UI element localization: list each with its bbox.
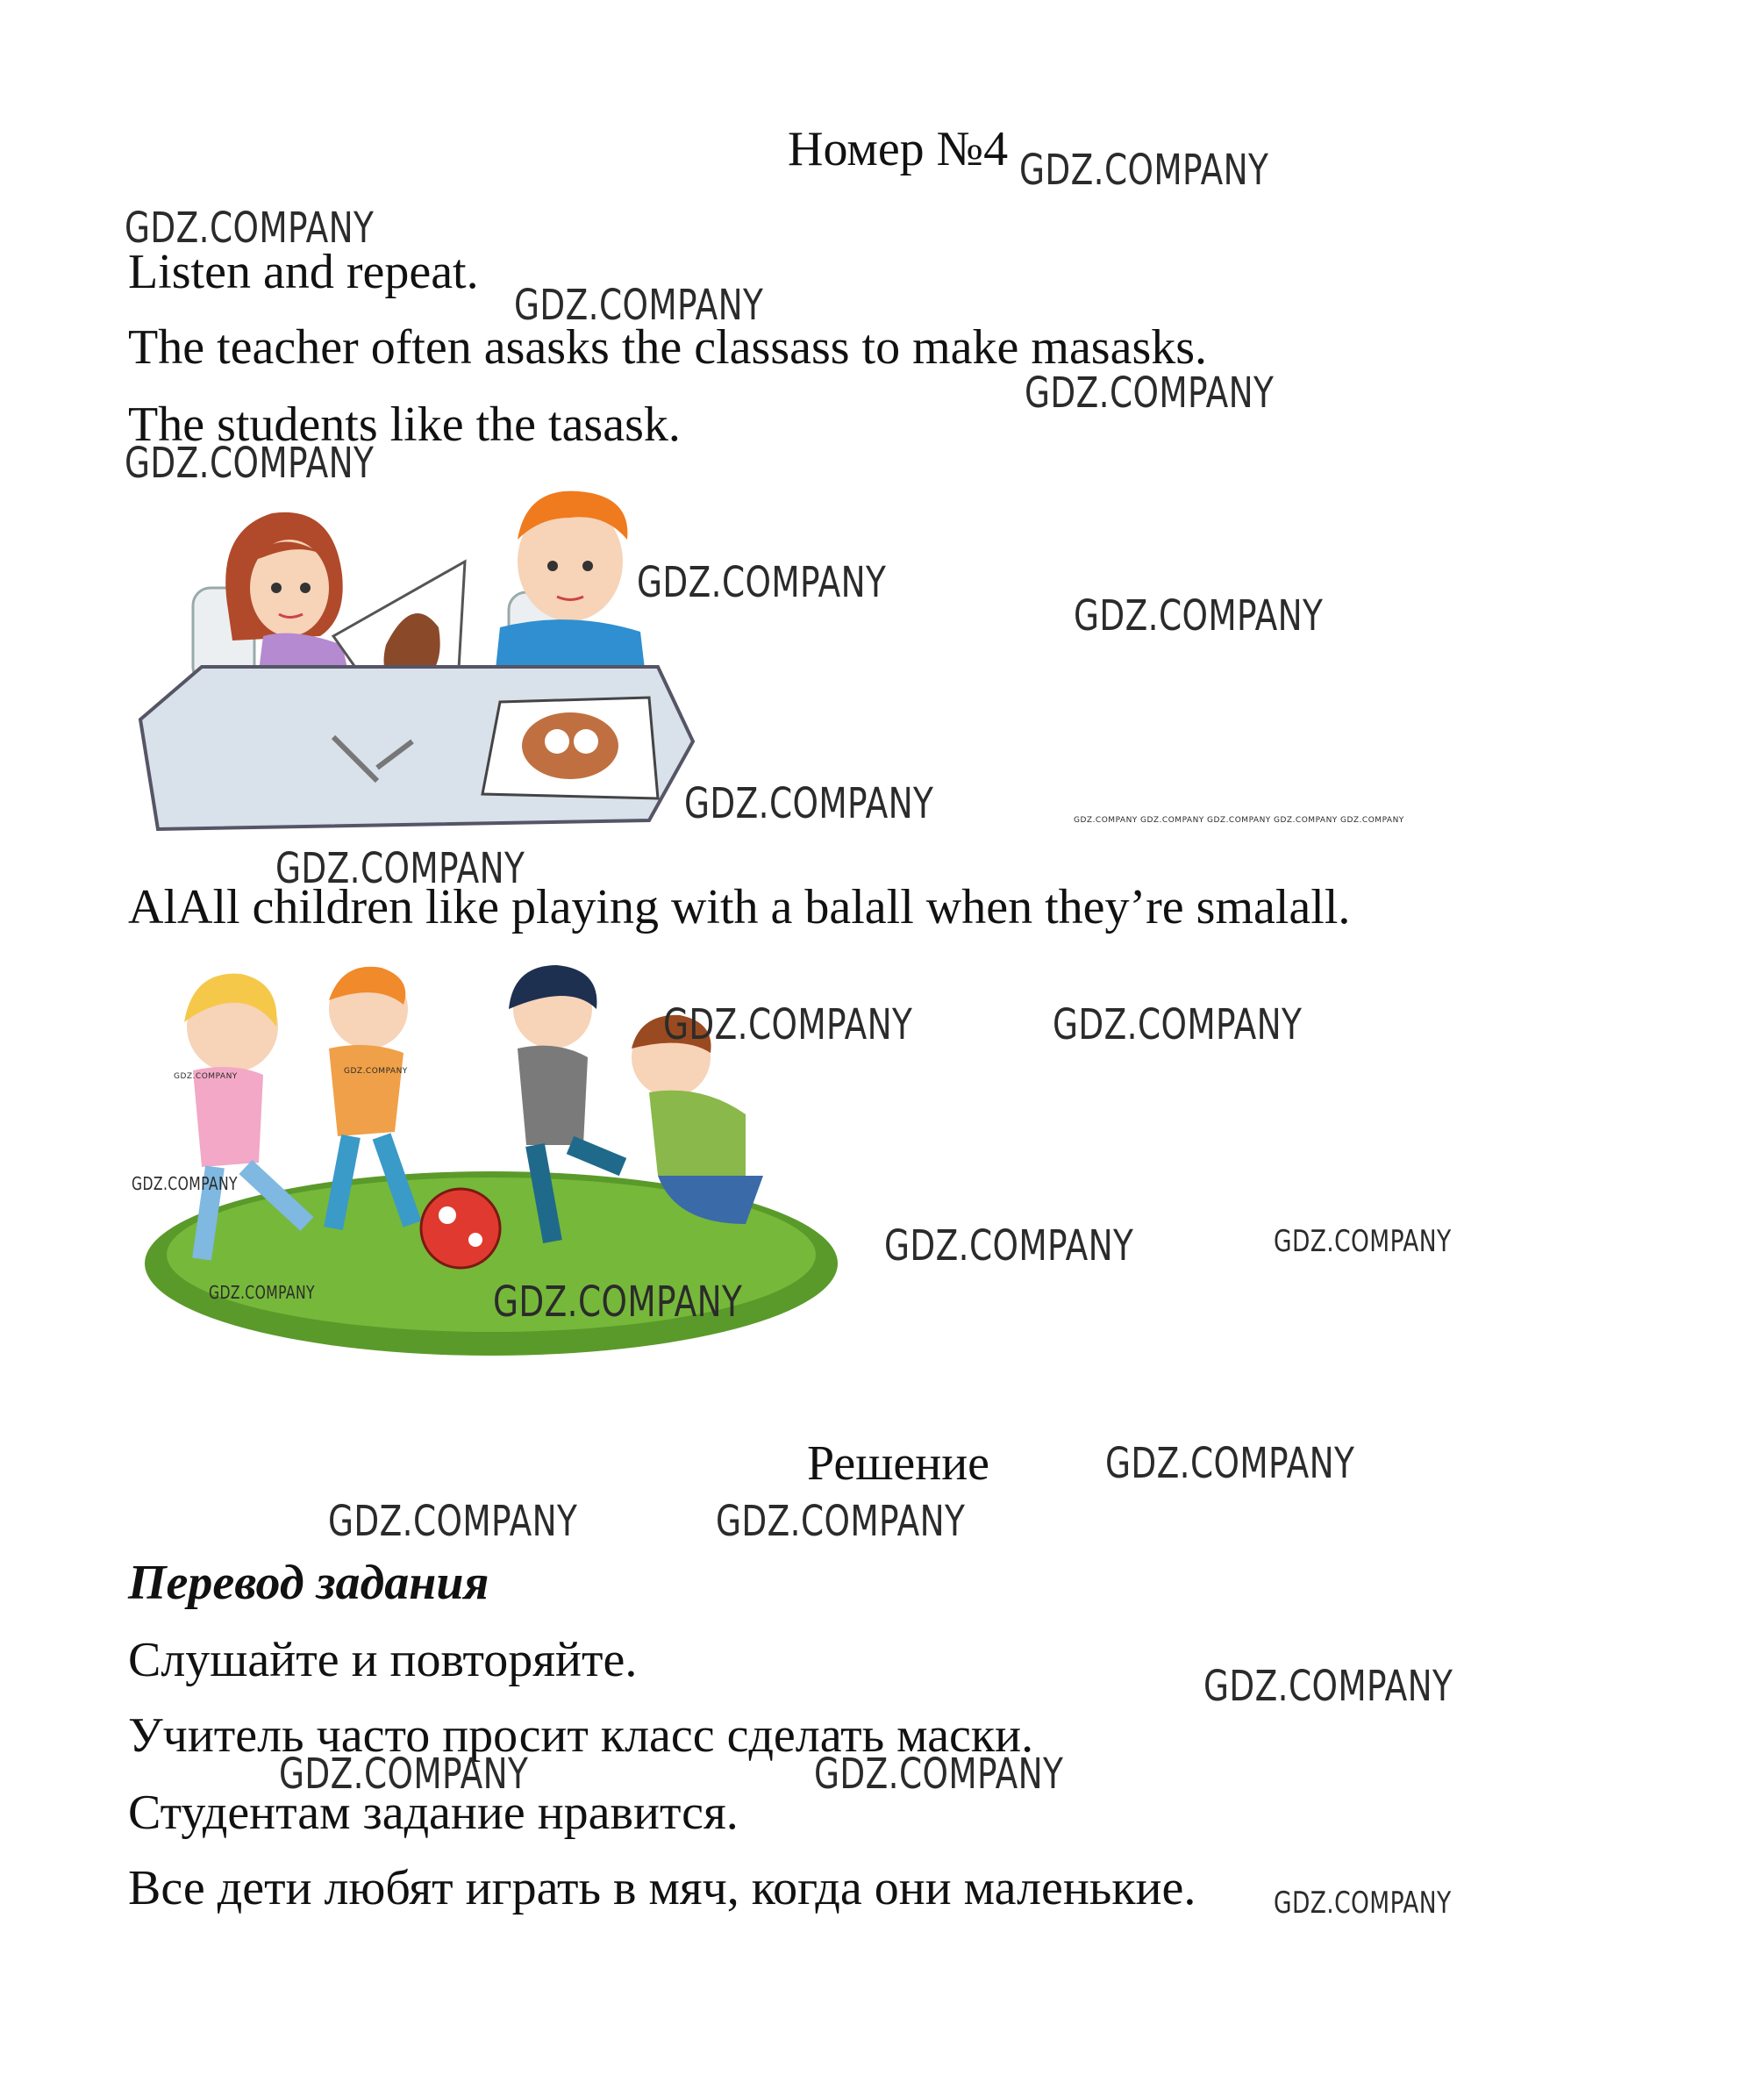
- solution-heading: Решение: [807, 1436, 990, 1491]
- watermark: GDZ.COMPANY: [1340, 816, 1404, 825]
- translation-line-3: Студентам задание нравится.: [128, 1786, 739, 1840]
- watermark: GDZ.COMPANY: [174, 1072, 238, 1081]
- watermark: GDZ.COMPANY: [637, 558, 887, 607]
- sentence-1: The teacher often asasks the classass to make masasks.: [128, 320, 1208, 375]
- watermark: GDZ.COMPANY: [132, 1173, 238, 1194]
- page-title: Номер №4: [788, 122, 1009, 176]
- watermark: GDZ.COMPANY: [1025, 369, 1275, 418]
- watermark: GDZ.COMPANY: [1105, 1439, 1355, 1488]
- translation-line-4: Все дети любят играть в мяч, когда они маленькие.: [128, 1861, 1196, 1915]
- watermark: GDZ.COMPANY: [1203, 1662, 1453, 1711]
- watermark: GDZ.COMPANY: [275, 844, 525, 893]
- watermark: GDZ.COMPANY: [1140, 816, 1204, 825]
- watermark: GDZ.COMPANY: [1074, 591, 1324, 641]
- translation-line-1: Слушайте и повторяйте.: [128, 1633, 638, 1687]
- watermark: GDZ.COMPANY: [328, 1497, 578, 1546]
- watermark: GDZ.COMPANY: [1207, 816, 1271, 825]
- translation-line-2: Учитель часто просит класс сделать маски.: [128, 1708, 1034, 1763]
- watermark: GDZ.COMPANY: [1274, 1886, 1452, 1921]
- watermark: GDZ.COMPANY: [716, 1497, 966, 1546]
- watermark: GDZ.COMPANY: [279, 1750, 529, 1799]
- watermark: GDZ.COMPANY: [493, 1278, 743, 1327]
- watermark: GDZ.COMPANY: [209, 1282, 315, 1303]
- watermark: GDZ.COMPANY: [1074, 816, 1138, 825]
- watermark: GDZ.COMPANY: [663, 1000, 913, 1049]
- watermark: GDZ.COMPANY: [125, 204, 375, 253]
- watermark: GDZ.COMPANY: [814, 1750, 1064, 1799]
- watermark: GDZ.COMPANY: [684, 779, 934, 828]
- watermark: GDZ.COMPANY: [1274, 816, 1338, 825]
- watermark: GDZ.COMPANY: [1019, 146, 1269, 195]
- sentence-3: AlAll children like playing with a balall when they’re smalall.: [128, 880, 1351, 934]
- instruction-text: Listen and repeat.: [128, 245, 479, 299]
- watermark: GDZ.COMPANY: [514, 281, 764, 330]
- sentence-2: The students like the tasask.: [128, 397, 681, 452]
- watermark: GDZ.COMPANY: [1274, 1224, 1452, 1259]
- watermark: GDZ.COMPANY: [125, 439, 375, 488]
- watermark: GDZ.COMPANY: [1053, 1000, 1303, 1049]
- watermark: GDZ.COMPANY: [344, 1067, 408, 1076]
- translation-heading: Перевод задания: [128, 1556, 489, 1610]
- watermark: GDZ.COMPANY: [884, 1221, 1134, 1270]
- mask-making-illustration: [132, 478, 702, 847]
